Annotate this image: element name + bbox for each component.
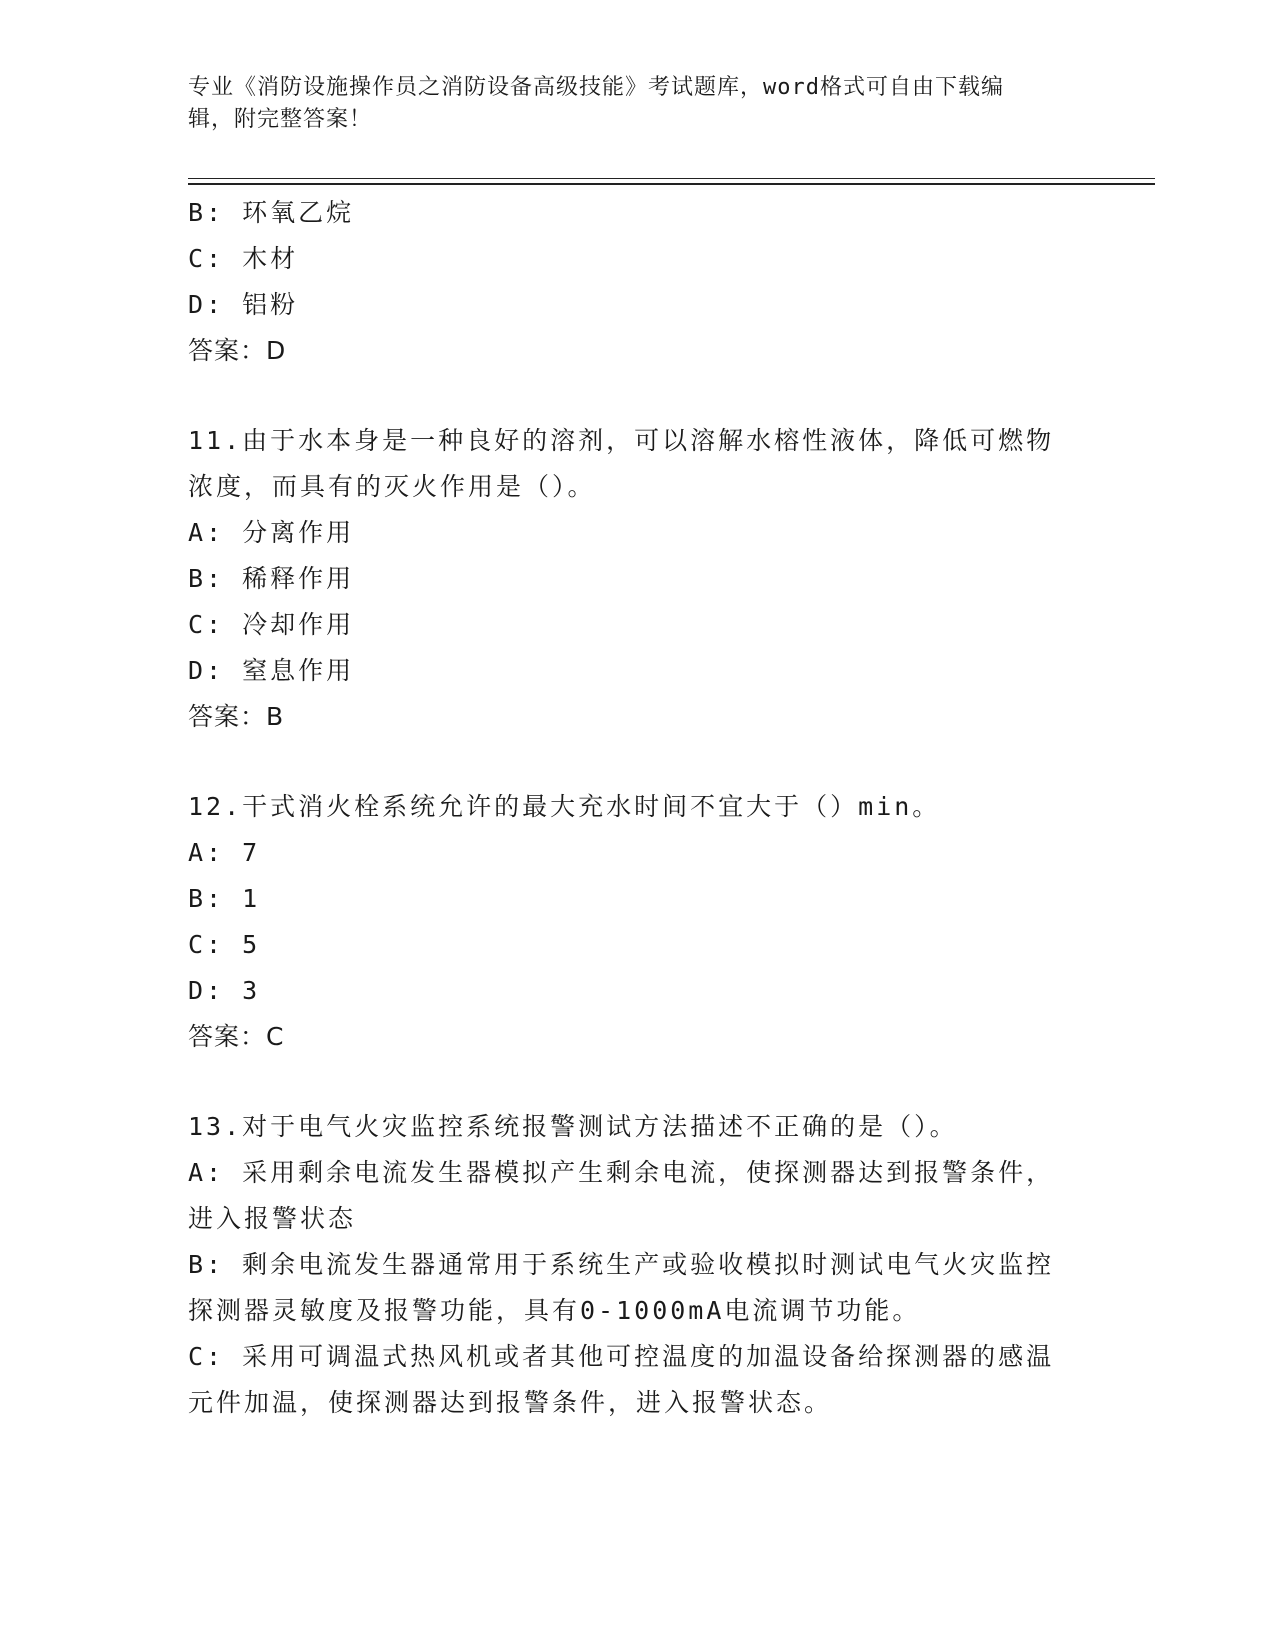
spacer bbox=[188, 740, 1088, 784]
option-b-cont: 探测器灵敏度及报警功能，具有0-1000mA电流调节功能。 bbox=[188, 1296, 921, 1325]
option-d: D: 3 bbox=[188, 976, 261, 1005]
answer-line: 答案：D bbox=[188, 336, 287, 365]
answer-line: 答案：C bbox=[188, 1022, 285, 1051]
option-b: B: 稀释作用 bbox=[188, 564, 355, 593]
option-d: D: 窒息作用 bbox=[188, 656, 355, 685]
option-d: D: 铝粉 bbox=[188, 290, 299, 319]
option-c: C: 采用可调温式热风机或者其他可控温度的加温设备给探测器的感温 bbox=[188, 1342, 1055, 1371]
question-12 bbox=[188, 784, 1088, 1060]
option-c: C: 5 bbox=[188, 930, 261, 959]
option-c: C: 木材 bbox=[188, 244, 299, 273]
question-13 bbox=[188, 1104, 1088, 1426]
question-10 bbox=[188, 190, 1088, 374]
option-a: A: 分离作用 bbox=[188, 518, 355, 547]
answer-line: 答案：B bbox=[188, 702, 285, 731]
spacer bbox=[188, 1060, 1088, 1104]
question-stem: 11.由于水本身是一种良好的溶剂，可以溶解水榕性液体，降低可燃物 bbox=[188, 426, 1055, 455]
question-11 bbox=[188, 418, 1088, 740]
question-stem-cont: 浓度，而具有的灭火作用是（）。 bbox=[188, 472, 596, 501]
option-a: A: 采用剩余电流发生器模拟产生剩余电流，使探测器达到报警条件， bbox=[188, 1158, 1055, 1187]
header-divider-thick bbox=[188, 183, 1155, 185]
header-divider-thin bbox=[188, 178, 1155, 179]
question-content bbox=[188, 190, 1088, 1426]
option-a: A: 7 bbox=[188, 838, 261, 867]
header-line-2: 辑，附完整答案！ bbox=[188, 107, 373, 132]
document-header bbox=[188, 72, 1068, 136]
option-b: B: 剩余电流发生器通常用于系统生产或验收模拟时测试电气火灾监控 bbox=[188, 1250, 1055, 1279]
option-a-cont: 进入报警状态 bbox=[188, 1204, 357, 1233]
question-stem: 12.干式消火栓系统允许的最大充水时间不宜大于（）min。 bbox=[188, 792, 941, 821]
option-c: C: 冷却作用 bbox=[188, 610, 355, 639]
spacer bbox=[188, 374, 1088, 418]
question-stem: 13.对于电气火灾监控系统报警测试方法描述不正确的是（）。 bbox=[188, 1112, 958, 1141]
header-line-1: 专业《消防设施操作员之消防设备高级技能》考试题库，word格式可自由下载编 bbox=[188, 75, 1004, 100]
option-b: B: 环氧乙烷 bbox=[188, 198, 355, 227]
option-c-cont: 元件加温，使探测器达到报警条件，进入报警状态。 bbox=[188, 1388, 833, 1417]
option-b: B: 1 bbox=[188, 884, 261, 913]
